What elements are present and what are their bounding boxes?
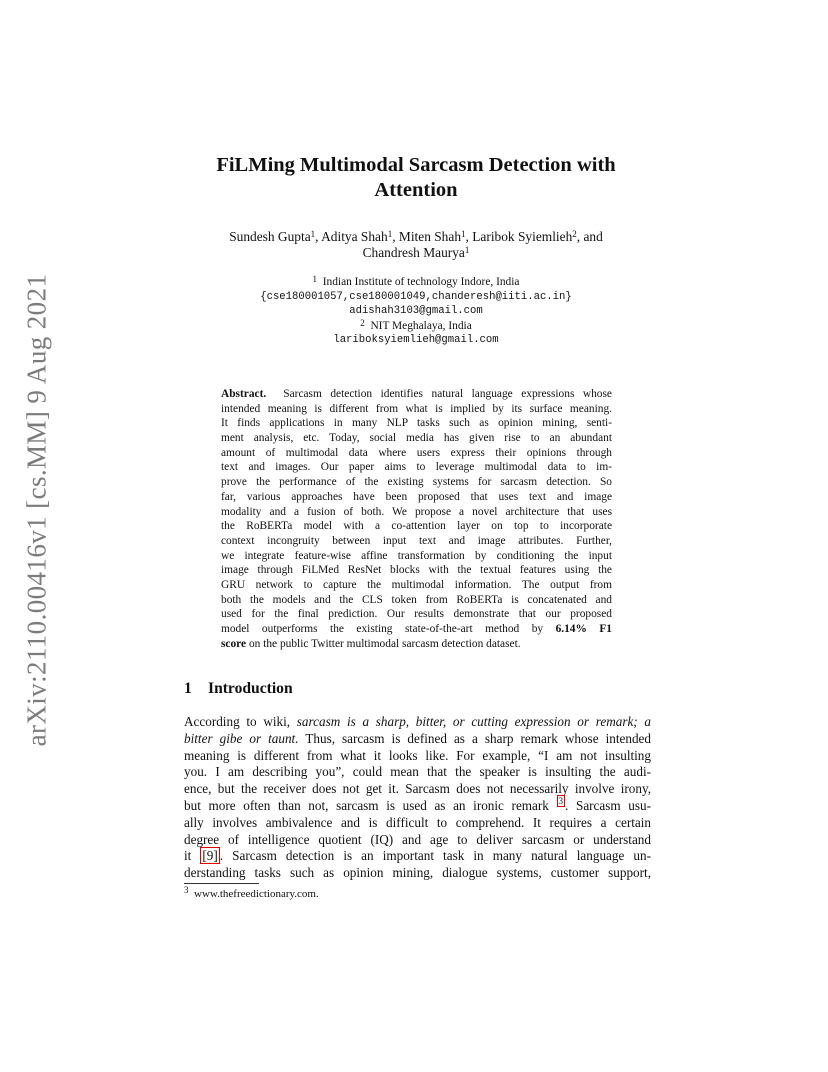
title-line-1: FiLMing Multimodal Sarcasm Detection with xyxy=(216,154,616,176)
body-line: you. I am describing you”, could mean that the speaker is insulting the audi- xyxy=(184,764,651,780)
footnote-reference-link[interactable]: 3 xyxy=(558,795,564,806)
affiliations xyxy=(150,275,682,348)
author-line-2 xyxy=(150,245,682,261)
affiliation-name: NIT Meghalaya, India xyxy=(370,319,472,332)
abstract xyxy=(221,387,612,651)
affiliation-marker: 1 xyxy=(312,274,318,284)
body-line: derstanding tasks such as opinion mining, dialogue systems, customer support, xyxy=(184,865,651,881)
body-line: According to wiki, sarcasm is a sharp, bitter, or cutting expression or remark; a xyxy=(184,714,651,729)
title-line-2: Attention xyxy=(374,179,458,201)
footnote-text: www.thefreedictionary.com. xyxy=(194,888,319,900)
body-line: it [9] . Sarcasm detection is an important task in many natural language un- xyxy=(184,848,651,864)
body-line: but more often than not, sarcasm is used as an ironic remark $^3$ . Sarcasm usu- xyxy=(184,795,652,813)
abstract-result-highlight: score xyxy=(221,637,247,650)
body-line: ally involves ambivalence and is difficult to comprehend. It requires a certain xyxy=(184,814,651,830)
abstract-line: It finds applications in many NLP tasks such as opinion mining, senti- xyxy=(221,417,612,430)
abstract-line: we integrate feature-wise affine transformation by conditioning the input xyxy=(221,549,612,562)
affiliation-email[interactable]: lariboksyiemlieh@gmail.com xyxy=(333,334,499,347)
arxiv-identifier-stamp: arXiv:2110.00416v1 [cs.MM] 9 Aug 2021 xyxy=(21,273,52,747)
abstract-line: model outperforms the existing state-of-the-art method by 6.14% F1 xyxy=(221,623,612,635)
abstract-line: Abstract. Sarcasm detection identifies natural language expressions whose xyxy=(221,388,612,400)
affiliation-name: Indian Institute of technology Indore, India xyxy=(322,276,520,288)
abstract-line: score on the public Twitter multimodal sarcasm detection dataset. xyxy=(221,637,521,650)
footnote-divider xyxy=(184,883,259,884)
author-name: Aditya Shah xyxy=(321,229,388,244)
body-line: bitter gibe or taunt. Thus, sarcasm is defined as a sharp remark whose intended xyxy=(184,730,651,746)
section-number: 1 xyxy=(184,680,192,697)
citation-link[interactable]: [9] xyxy=(202,848,218,864)
body-line: meaning is different from what it looks like. For example, “I am not insulting xyxy=(184,747,651,763)
abstract-line: ment analysis, etc. Today, social media has given rise to an abundant xyxy=(221,432,612,445)
author-line-1: Sundesh Gupta$^1$, Aditya Shah$^1$, Miten Shah$^1$, Laribok Syiemlieh$^2$, and xyxy=(229,229,603,244)
abstract-line: amount of multimodal data where users express their opinions through xyxy=(221,446,612,459)
author-name: Sundesh Gupta xyxy=(229,229,311,244)
author-name: Laribok Syiemlieh xyxy=(472,229,573,244)
author-affiliation-marker: 1 xyxy=(461,229,466,239)
affiliation-marker: 2 xyxy=(360,317,365,328)
affiliation-emails[interactable]: {cse180001057,cse180001049,chanderesh@iiti.ac.in} xyxy=(260,290,572,303)
abstract-line: modality and a fusion of both. We propose a novel architecture that uses xyxy=(221,505,612,518)
author-name: Chandresh Maurya xyxy=(362,245,465,260)
footnote-marker: 3 xyxy=(184,885,189,895)
abstract-line: GRU network to capture the multimodal information. The output from xyxy=(221,578,612,591)
author-affiliation-marker: 1 xyxy=(464,245,470,255)
abstract-label: Abstract. xyxy=(221,388,267,400)
author-affiliation-marker: 1 xyxy=(387,229,393,239)
abstract-line: text and images. Our paper aims to leverage multimodal data to im- xyxy=(221,461,612,474)
paper-title xyxy=(150,153,682,203)
author-affiliation-marker: 1 xyxy=(310,229,316,239)
footnote xyxy=(184,885,319,900)
abstract-line: used for the final prediction. Our results demonstrate that our proposed xyxy=(221,608,612,621)
affiliation-2 xyxy=(150,319,682,334)
abstract-line: prove the performance of the existing systems for sarcasm detection. So xyxy=(221,476,612,489)
body-line: degree of intelligence quotient (IQ) and age to deliver sarcasm or understand xyxy=(184,831,651,847)
body-line: ence, but the receiver does not get it. Sarcasm does not necessarily involve irony, xyxy=(184,781,651,797)
section-heading-introduction xyxy=(184,680,293,698)
abstract-line: far, various approaches have been proposed that uses text and image xyxy=(221,490,612,503)
abstract-line: the RoBERTa model with a co-attention layer on top to incorporate xyxy=(221,520,612,533)
author-list xyxy=(150,229,682,261)
affiliation-1 xyxy=(150,275,682,290)
introduction-paragraph xyxy=(184,714,651,882)
abstract-line: both the models and the CLS token from RoBERTa is concatenated and xyxy=(221,593,612,606)
abstract-line: context incongruity between input text and image attributes. Further, xyxy=(221,534,612,547)
section-title: Introduction xyxy=(208,680,293,697)
abstract-line: image through FiLMed ResNet blocks with the textual features using the xyxy=(221,564,612,577)
abstract-result-highlight: 6.14% F1 xyxy=(555,623,612,635)
affiliation-email[interactable]: adishah3103@gmail.com xyxy=(349,305,483,318)
author-conjunction: , and xyxy=(576,229,603,244)
author-name: Miten Shah xyxy=(398,229,462,244)
author-affiliation-marker: 2 xyxy=(572,229,577,239)
abstract-line: intended meaning is different from what is implied by its surface meaning. xyxy=(221,402,612,415)
